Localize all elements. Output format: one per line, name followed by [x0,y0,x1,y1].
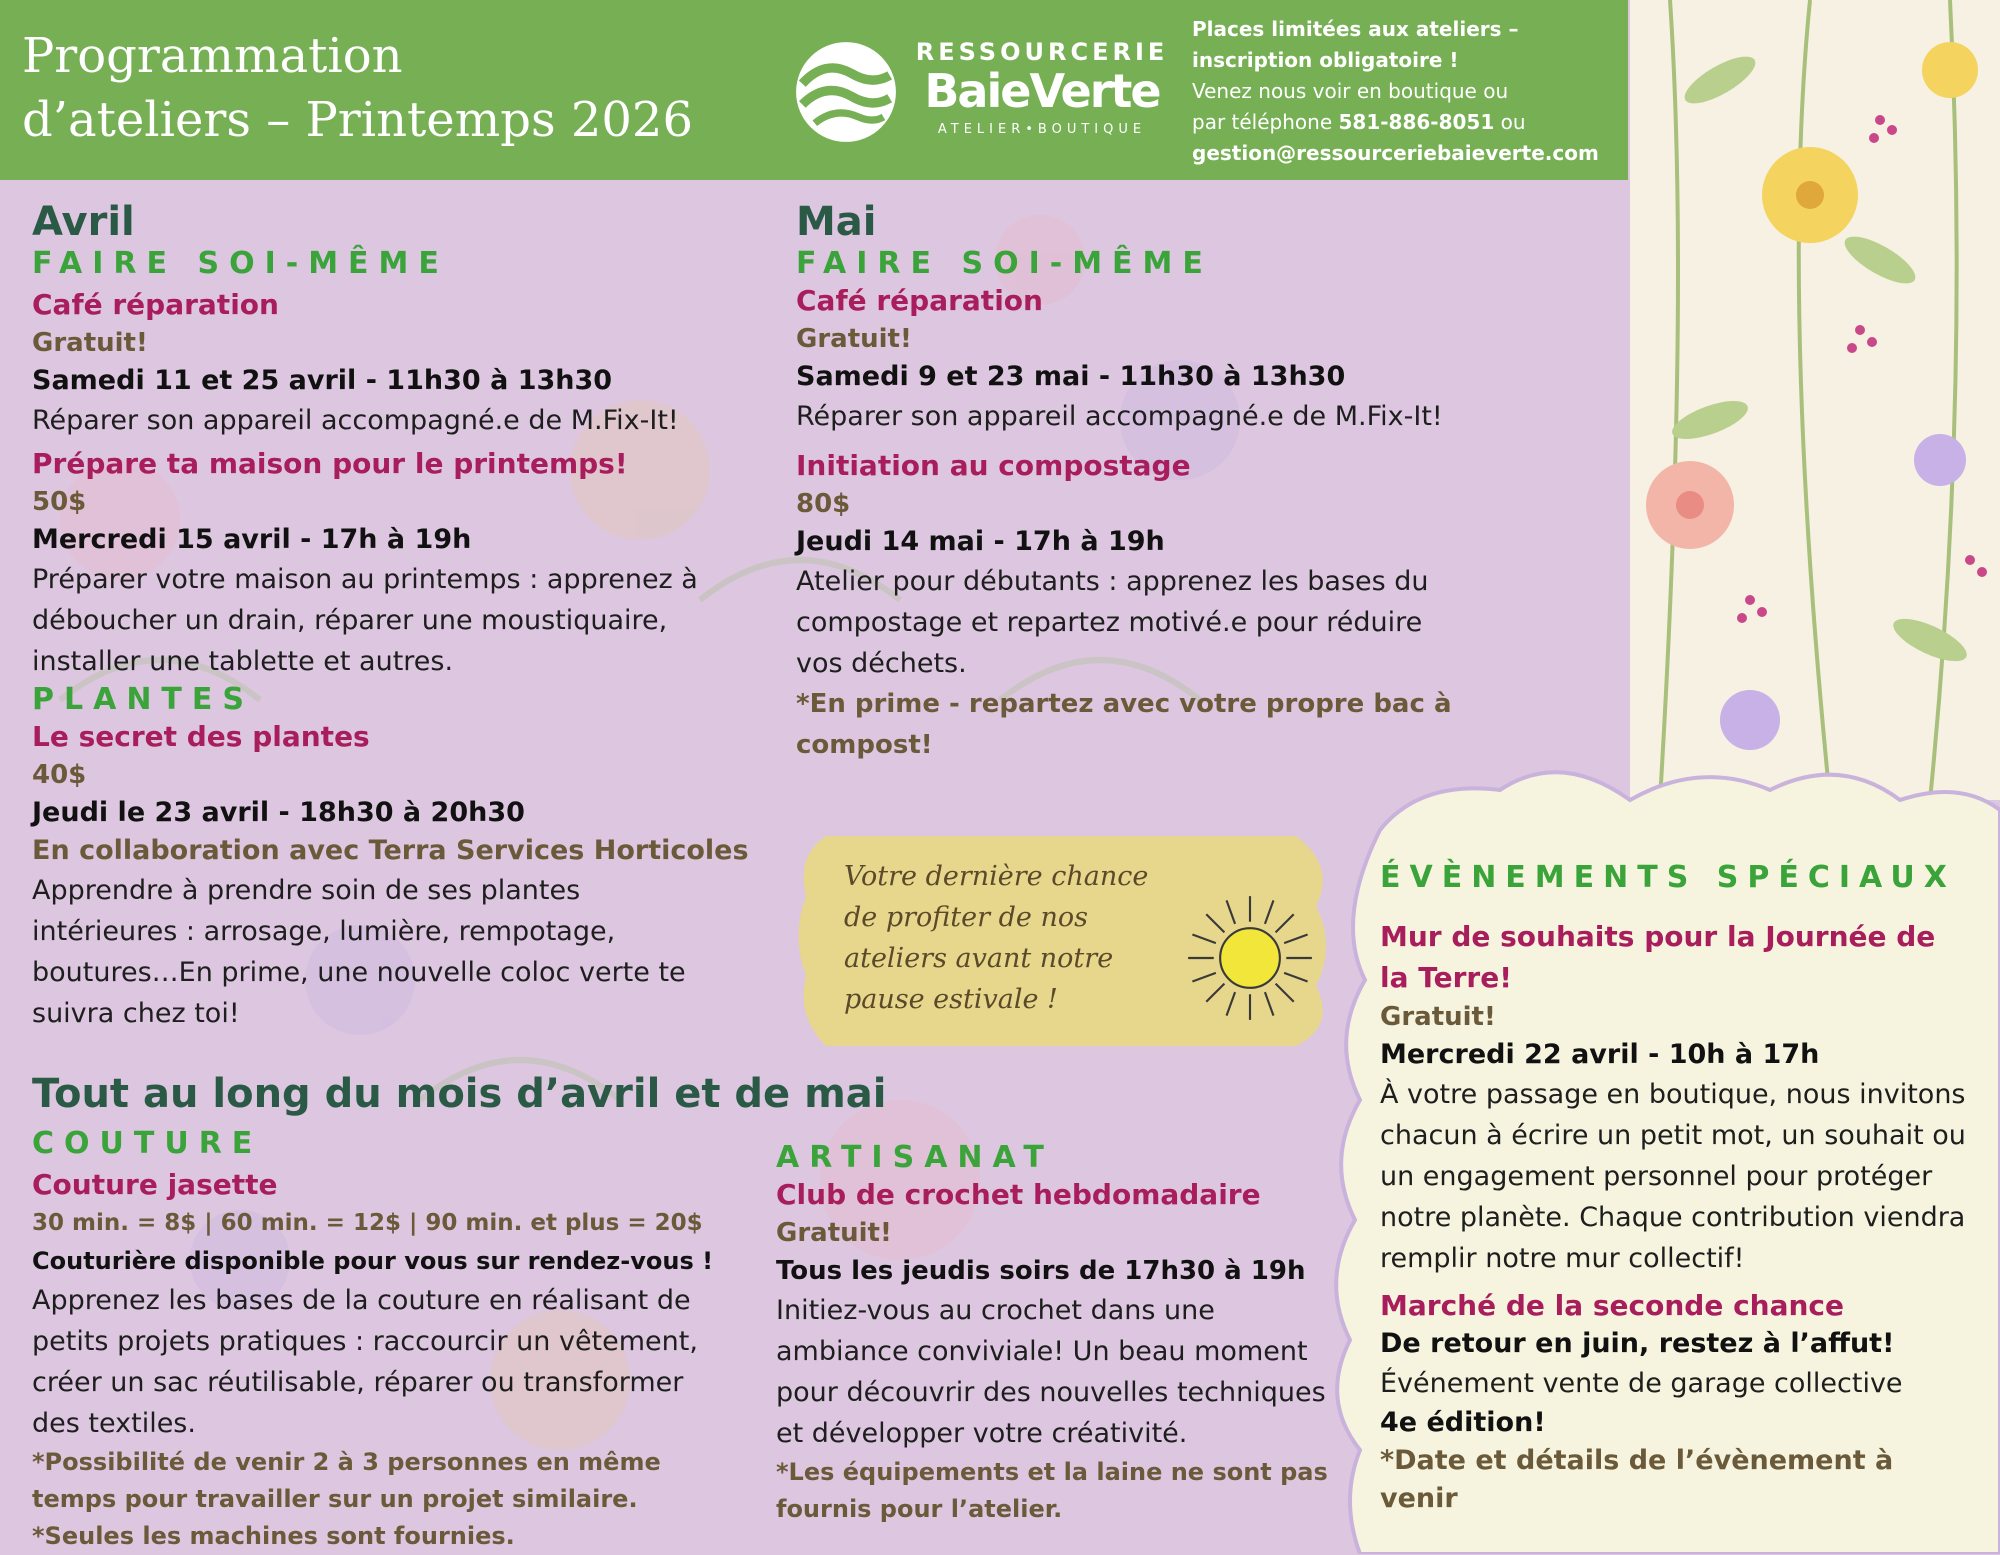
event-description: Événement vente de garage collective [1380,1368,1903,1399]
event-price: Gratuit! [1380,1002,1496,1032]
info-line-1: Places limitées aux ateliers – [1192,17,1519,41]
registration-info [1192,14,1632,169]
event-description: Préparer votre maison au printemps : apprenez à déboucher un drain, réparer une moustiquaire, installer une tablette et autres. [32,564,698,677]
may-category-diy: FAIRE SOI-MÊME [796,246,1213,281]
event-note: *Date et détails de l’évènement à venir [1380,1445,1894,1514]
event-description: Apprenez les bases de la couture en réalisant de petits projets pratiques : raccourcir un vêtement, créer un sac réutilisable, réparer ou transformer des textiles. [32,1285,698,1439]
info-line-4 [1192,107,1632,138]
special-events-section [1380,860,1980,1518]
phone-link[interactable]: 581-886-8051 [1338,110,1495,134]
event-edition: 4e édition! [1380,1407,1546,1438]
may-heading: Mai [796,199,877,245]
event-date: Jeudi le 23 avril - 18h30 à 20h30 [32,797,525,828]
event-title: Prépare ta maison pour le printemps! [32,447,628,480]
event-price: Gratuit! [796,324,912,354]
april-category-diy: FAIRE SOI-MÊME [32,246,449,281]
event-price: 30 min. = 8$ | 60 min. = 12$ | 90 min. et plus = 20$ [32,1210,703,1236]
event-date: Mercredi 22 avril - 10h à 17h [1380,1039,1820,1070]
special-events-category: ÉVÈNEMENTS SPÉCIAUX [1380,860,1956,895]
title-line-2: d’ateliers – Printemps 2026 [22,92,693,148]
sun-icon [1186,894,1314,1022]
event-note: *En prime - repartez avec votre propre bac à compost! [796,689,1452,760]
event-note: *Possibilité de venir 2 à 3 personnes en même temps pour travailler sur un projet similaire. [32,1448,661,1513]
couture-category: COUTURE [32,1126,263,1161]
couture-section [32,1126,732,1555]
event-title: Club de crochet hebdomadaire [776,1178,1261,1211]
info-phone-suffix: ou [1494,110,1526,134]
event-title: Café réparation [796,284,1043,317]
info-line-3: Venez nous voir en boutique ou [1192,79,1509,103]
event-title: Couture jasette [32,1168,278,1201]
event-date: Couturière disponible pour vous sur rendez-vous ! [32,1247,714,1275]
info-phone-prefix: par téléphone [1192,110,1339,134]
event-title: Marché de la seconde chance [1380,1289,1845,1322]
floral-illustration [1630,0,2000,800]
event-date: Mercredi 15 avril - 17h à 19h [32,524,472,555]
event-price: 40$ [32,760,87,790]
event-title: Mur de souhaits pour la Journée de la Terre! [1380,920,1936,994]
logo-top-text: RESSOURCERIE [915,38,1169,66]
event-note: *Les équipements et la laine ne sont pas fournis pour l’atelier. [776,1458,1328,1523]
event-note: *Seules les machines sont fournies. [32,1522,515,1550]
title-line-1: Programmation [22,28,403,84]
artisanat-category: ARTISANAT [776,1140,1054,1175]
event-description: À votre passage en boutique, nous invitons chacun à écrire un petit mot, un souhait ou un engagement personnel pour protéger notre planète. Chaque contribution viendra remplir notre mur collectif! [1380,1079,1966,1274]
info-line-2: inscription obligatoire ! [1192,48,1459,72]
wave-logo-icon [794,40,898,144]
may-section [796,198,1476,766]
event-collaboration: En collaboration avec Terra Services Horticoles [32,835,749,866]
event-date: Samedi 11 et 25 avril - 11h30 à 13h30 [32,365,613,396]
event-description: Réparer son appareil accompagné.e de M.Fix-It! [796,401,1443,432]
logo-main-text: BaieVerte [924,64,1160,118]
event-description: Apprendre à prendre soin de ses plantes intérieures : arrosage, lumière, rempotage, boutures…En prime, une nouvelle coloc verte te suivra chez toi! [32,875,686,1029]
event-price: 50$ [32,487,87,517]
event-date: Tous les jeudis soirs de 17h30 à 19h [776,1256,1306,1286]
event-description: Initiez-vous au crochet dans une ambiance conviviale! Un beau moment pour découvrir des nouvelles techniques et développer votre créativité. [776,1295,1326,1449]
page-title [22,24,792,152]
event-price: Gratuit! [776,1218,892,1248]
event-title: Initiation au compostage [796,449,1191,482]
logo-sub-text: ATELIER•BOUTIQUE [937,122,1147,137]
logo-wordmark [912,38,1172,137]
floral-illustration-panel [1630,0,2000,800]
event-description: Atelier pour débutants : apprenez les bases du compostage et repartez motivé.e pour réduire vos déchets. [796,566,1429,679]
event-date: De retour en juin, restez à l’affut! [1380,1328,1895,1359]
event-price: 80$ [796,489,851,519]
april-section [32,198,772,1034]
event-date: Samedi 9 et 23 mai - 11h30 à 13h30 [796,361,1346,392]
header-banner [0,0,1628,180]
april-category-plants: PLANTES [32,682,254,717]
april-heading: Avril [32,199,135,245]
event-title: Le secret des plantes [32,720,370,753]
event-description: Réparer son appareil accompagné.e de M.Fix-It! [32,405,679,436]
event-price: Gratuit! [32,328,148,358]
artisanat-section [776,1140,1336,1528]
email-link[interactable]: gestion@ressourceriebaieverte.com [1192,141,1599,165]
event-title: Café réparation [32,288,279,321]
ongoing-heading: Tout au long du mois d’avril et de mai [32,1071,887,1117]
event-date: Jeudi 14 mai - 17h à 19h [796,526,1165,557]
last-chance-text: Votre dernière chance de profiter de nos ateliers avant notre pause estivale ! [844,861,1149,1015]
